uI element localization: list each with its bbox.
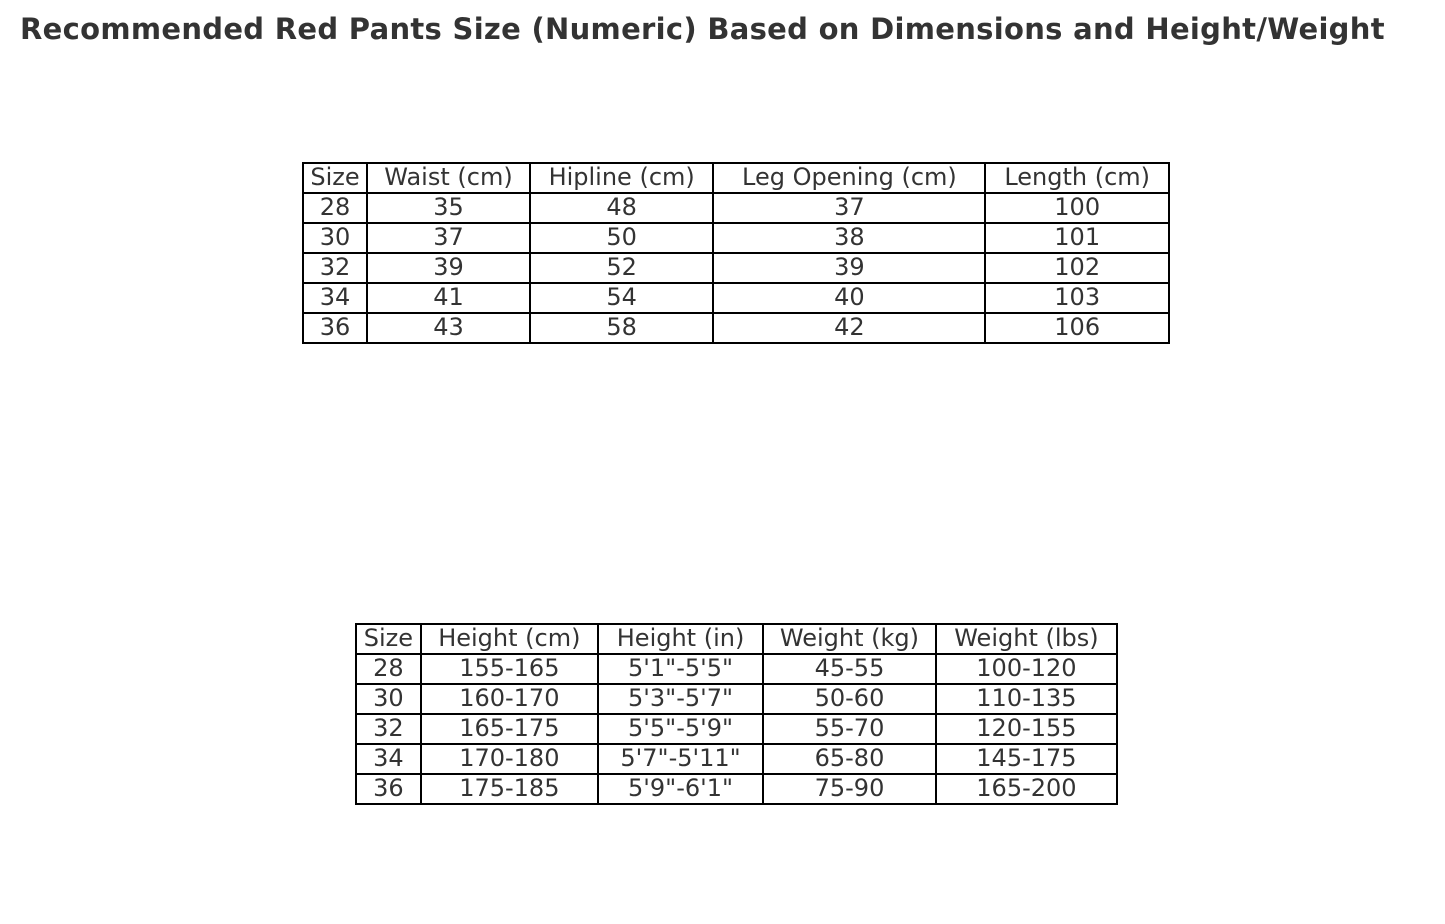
table-cell: 39 [713,253,985,283]
table-cell: 54 [530,283,714,313]
column-header-waist: Waist (cm) [367,163,530,193]
table-row [356,654,1117,684]
table-row [356,684,1117,714]
table-row [356,774,1117,804]
table-cell: 5'1"-5'5" [598,654,763,684]
table-cell: 155-165 [421,654,598,684]
table-cell: 175-185 [421,774,598,804]
table-cell: 100 [985,193,1169,223]
table-cell: 5'7"-5'11" [598,744,763,774]
column-header-weight-lbs: Weight (lbs) [936,624,1117,654]
table-cell: 36 [303,313,367,343]
table-cell: 106 [985,313,1169,343]
table-cell: 36 [356,774,421,804]
column-header-size: Size [303,163,367,193]
table-row [303,193,1169,223]
column-header-height-in: Height (in) [598,624,763,654]
table-cell: 40 [713,283,985,313]
table-cell: 50 [530,223,714,253]
table-header-row [303,163,1169,193]
column-header-weight-kg: Weight (kg) [763,624,936,654]
table-cell: 120-155 [936,714,1117,744]
table-cell: 5'5"-5'9" [598,714,763,744]
table-cell: 48 [530,193,714,223]
column-header-leg-opening: Leg Opening (cm) [713,163,985,193]
table-cell: 30 [303,223,367,253]
table-cell: 165-200 [936,774,1117,804]
table-cell: 165-175 [421,714,598,744]
table-cell: 37 [367,223,530,253]
table-cell: 102 [985,253,1169,283]
dimensions-table [302,162,1170,344]
figure-title: Recommended Red Pants Size (Numeric) Based on Dimensions and Height/Weight [20,12,1385,46]
column-header-length: Length (cm) [985,163,1169,193]
table-cell: 42 [713,313,985,343]
table-cell: 32 [303,253,367,283]
table-cell: 145-175 [936,744,1117,774]
table-cell: 5'9"-6'1" [598,774,763,804]
table-cell: 41 [367,283,530,313]
table-cell: 110-135 [936,684,1117,714]
table-row [303,283,1169,313]
table-cell: 5'3"-5'7" [598,684,763,714]
table-cell: 39 [367,253,530,283]
table-row [303,253,1169,283]
table-cell: 55-70 [763,714,936,744]
height-weight-table [355,623,1118,805]
table-cell: 103 [985,283,1169,313]
column-header-size: Size [356,624,421,654]
table-cell: 160-170 [421,684,598,714]
column-header-height-cm: Height (cm) [421,624,598,654]
table-cell: 52 [530,253,714,283]
table-cell: 35 [367,193,530,223]
table-cell: 43 [367,313,530,343]
table-cell: 45-55 [763,654,936,684]
table-cell: 65-80 [763,744,936,774]
table-cell: 30 [356,684,421,714]
table-cell: 34 [356,744,421,774]
table-cell: 28 [356,654,421,684]
table-cell: 38 [713,223,985,253]
table-cell: 170-180 [421,744,598,774]
table-row [303,313,1169,343]
column-header-hipline: Hipline (cm) [530,163,714,193]
table-cell: 100-120 [936,654,1117,684]
table-cell: 101 [985,223,1169,253]
table-cell: 75-90 [763,774,936,804]
table-cell: 50-60 [763,684,936,714]
table-row [303,223,1169,253]
table-cell: 28 [303,193,367,223]
table-row [356,714,1117,744]
table-cell: 32 [356,714,421,744]
table-row [356,744,1117,774]
table-cell: 34 [303,283,367,313]
table-header-row [356,624,1117,654]
table-cell: 58 [530,313,714,343]
table-cell: 37 [713,193,985,223]
